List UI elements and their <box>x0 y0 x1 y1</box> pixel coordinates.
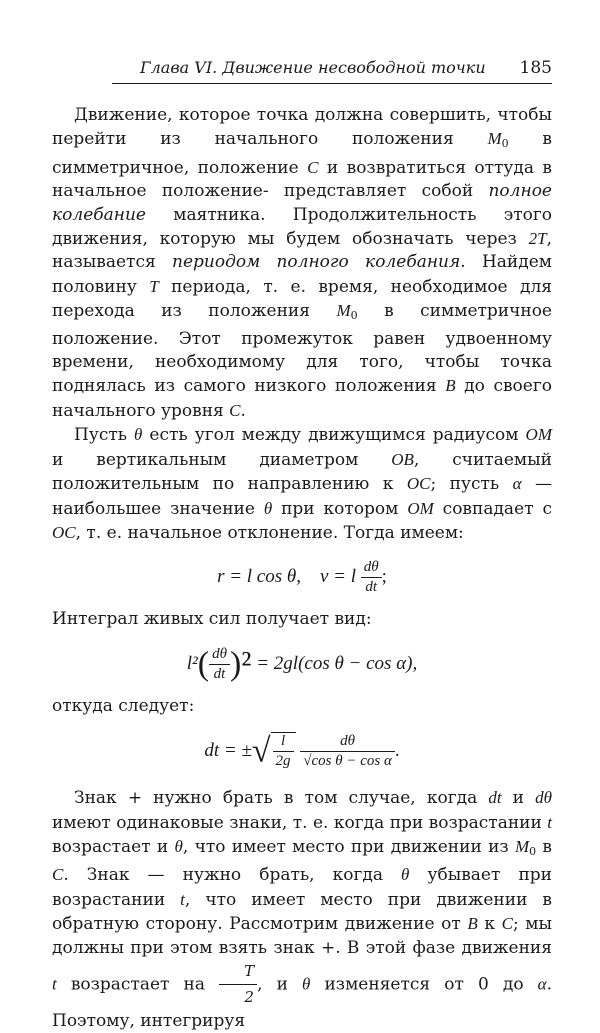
paragraph-5: Знак + нужно брать в том случае, когда dt и dθ имеют одинаковые знаки, т. е. когда при возрастании t возрастает и θ, что имеет место при движении из $M_0$ в C. Знак — нужно брать, когда θ убывает при возрастании t, что имеет место при движении в обратную сторону. Рассмотрим движение от B к C; мы должны при этом взять знак +. В этой фазе движения t возрастает на $\frac{T}{2}$ , и θ изменяется от 0 до α. Поэтому, интегрируя <box>52 788 553 1031</box>
fraction-l-2g: $\frac{l}{2g}$ <box>273 733 294 770</box>
paragraph-1: Движение, которое точка должна совершить, чтобы перейти из начального положения $M_0$ в симметричное, положение C и возвратиться оттуда в начальное положение- представляет собой полное колебание маятника. Продолжительность этого движения, которую мы будем обозначать через 2T, называется периодом полного колебания. Найдем половину T периода, т. е. время, необходимое для перехода из положения $M_0$ в симметричное положение. Этот промежуток равен удвоенному времени, необходимому для того, чтобы точка поднялась из самого низкого положения B до своего начального уровня C. <box>52 105 553 421</box>
fraction-dtheta-dt-2: $\frac{d\theta}{dt}$ <box>209 646 230 683</box>
page-number: 185 <box>519 58 552 78</box>
body-text <box>52 104 552 1033</box>
formula-velocity: r = l cos θ, v = l $\frac{d\theta}{dt}$ ; <box>217 559 387 596</box>
fraction-T-2: $\frac{T}{2}$ <box>219 960 257 1010</box>
fraction-dtheta-root: $\frac{d\theta}{\text{√cos θ − cos α}}$ <box>300 733 395 770</box>
formula-energy-integral: l²( $\frac{d\theta}{dt}$ )² = 2gl(cos θ − cos α), <box>186 645 418 683</box>
formula-dt: dt = ±√ $\frac{l}{2g}$ $\frac{d\theta}{\text{√cos θ − cos α}}$ . <box>204 732 400 770</box>
paragraph-3: Интеграл живых сил получает вид: <box>52 609 372 630</box>
fraction-dtheta-dt: $\frac{d\theta}{dt}$ <box>361 559 382 596</box>
paragraph-4: откуда следует: <box>52 695 195 716</box>
chapter-title: Глава VI. Движение несвободной точки <box>140 58 486 77</box>
header-rule <box>112 83 552 84</box>
paragraph-2: Пусть θ есть угол между движущимся радиусом OM и вертикальным диаметром OB, считаемый положительным по направлению к OC; пусть α — наибольшее значение θ при котором OM совпадает с OC, т. е. начальное отклонение. Тогда имеем: <box>52 425 553 543</box>
